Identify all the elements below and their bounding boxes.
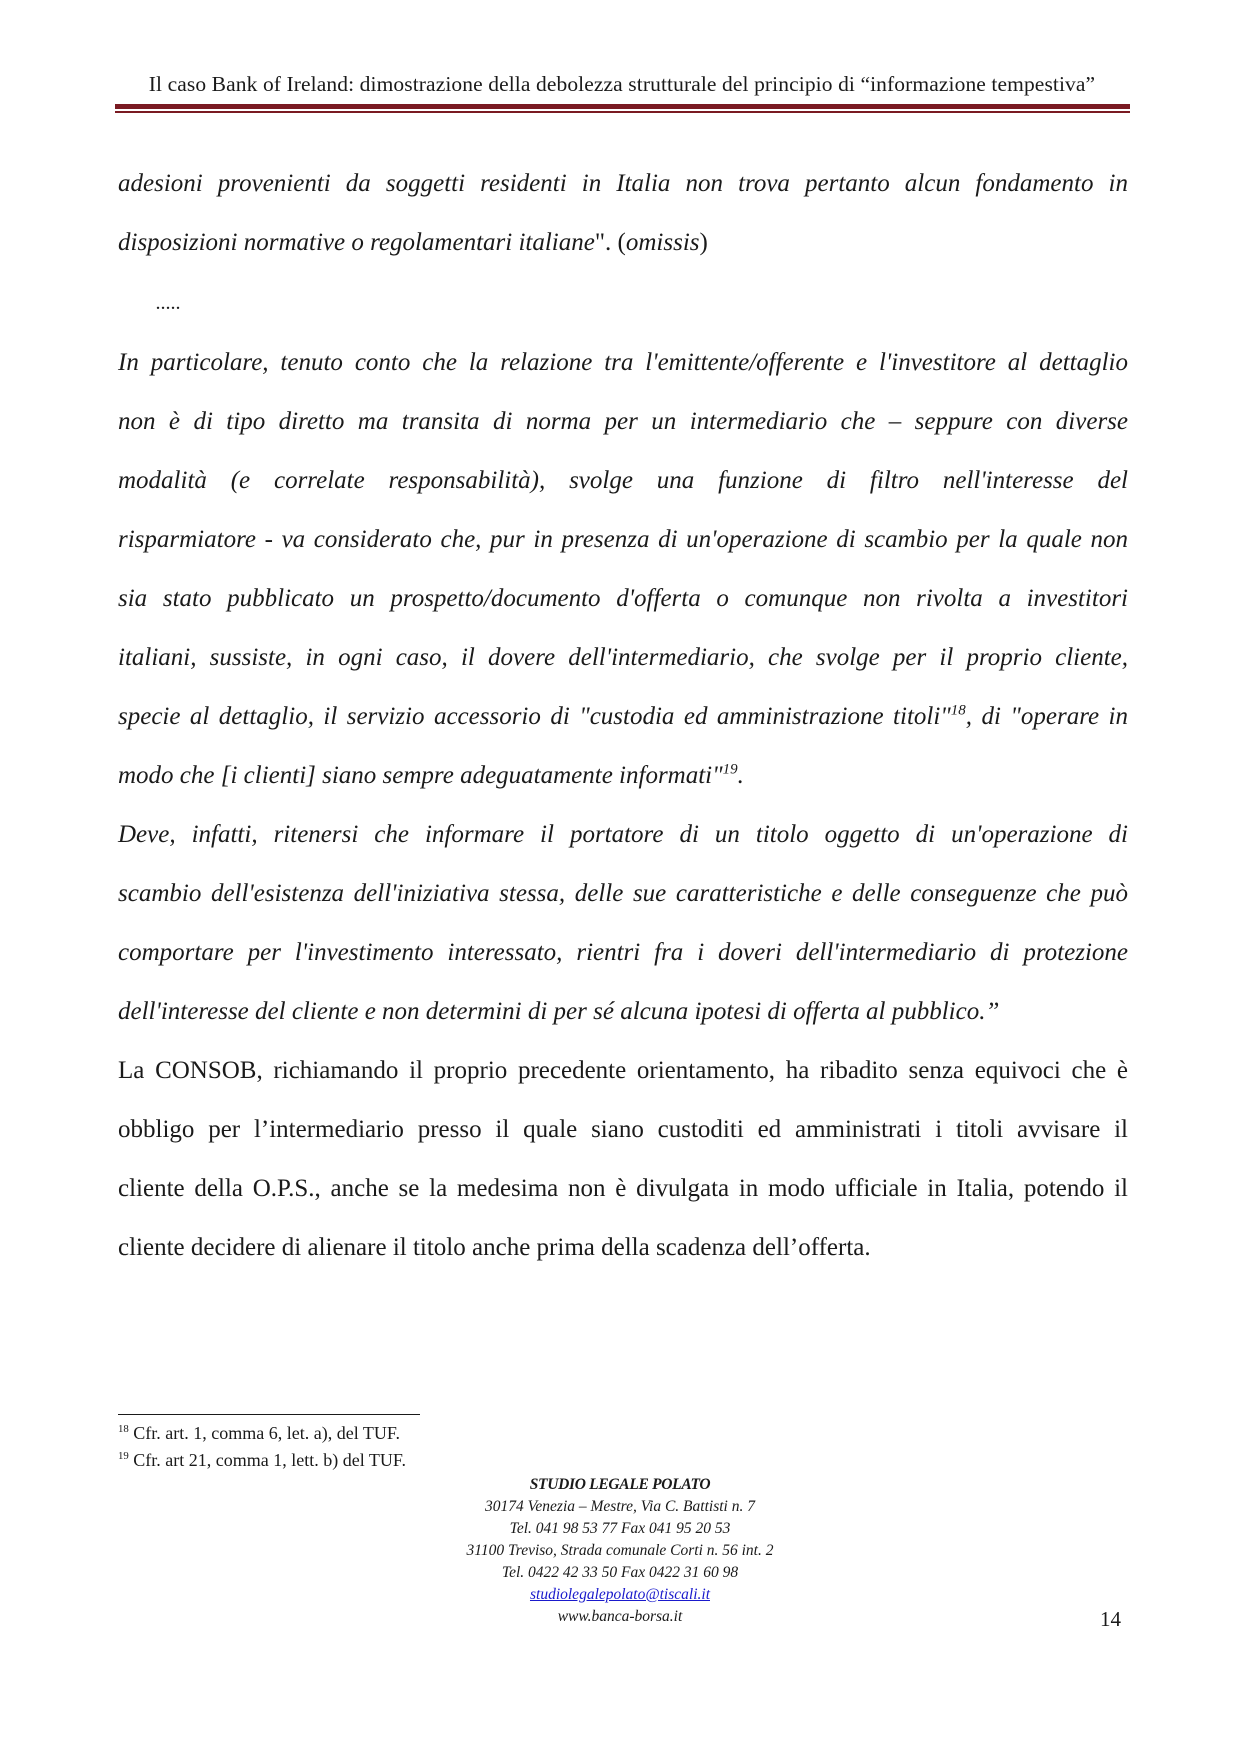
footer-phone-venezia: Tel. 041 98 53 77 Fax 041 95 20 53 <box>509 1520 731 1537</box>
body-line: risparmiatore - va considerato che, pur in presenza di un'operazione di scambio per la quale non <box>118 526 1128 553</box>
footnote-separator <box>118 1414 420 1415</box>
header-rule <box>115 104 1130 109</box>
footnote <box>118 1450 406 1471</box>
running-header-title: Il caso Bank of Ireland: dimostrazione della debolezza strutturale del principio di “informazione tempestiva” <box>148 72 1096 96</box>
body-line: obbligo per l’intermediario presso il quale siano custoditi ed amministrati i titoli avvisare il <box>118 1116 1128 1143</box>
body-line: scambio dell'esistenza dell'iniziativa stessa, delle sue caratteristiche e delle conseguenze che può <box>118 880 1128 907</box>
body-line: comportare per l'investimento interessato, rientri fra i doveri dell'intermediario di protezione <box>118 939 1128 966</box>
footer-phone-treviso: Tel. 0422 42 33 50 Fax 0422 31 60 98 <box>501 1564 739 1581</box>
line-text: modo che [i clienti] siano sempre adeguatamente informati" <box>118 762 723 789</box>
paren-close: ) <box>699 229 708 256</box>
footnote <box>118 1423 400 1444</box>
footer-email-link[interactable]: studiolegalepolato@tiscali.it <box>529 1586 710 1603</box>
footer-firm-name: STUDIO LEGALE POLATO <box>529 1476 711 1493</box>
body-line <box>118 703 1128 731</box>
footnote-number: 18 <box>118 1423 129 1435</box>
footnote-text: Cfr. art 21, comma 1, lett. b) del TUF. <box>128 1450 406 1470</box>
ellipsis: ..... <box>156 292 181 314</box>
body-line: dell'interesse del cliente e non determini di per sé alcuna ipotesi di offerta al pubblico.” <box>118 998 1000 1025</box>
omissis-text: omissis <box>625 229 700 256</box>
body-line: sia stato pubblicato un prospetto/documento d'offerta o comunque non rivolta a investitori <box>118 585 1128 612</box>
header-rule-thin <box>115 111 1130 113</box>
footnote-number: 19 <box>118 1450 129 1462</box>
body-line: italiani, sussiste, in ogni caso, il dovere dell'intermediario, che svolge per il proprio cliente, <box>118 644 1128 671</box>
body-line <box>118 762 1128 790</box>
body-line: cliente della O.P.S., anche se la medesima non è divulgata in modo ufficiale in Italia, potendo il <box>118 1175 1128 1202</box>
footer-email-line <box>320 1586 920 1604</box>
footer-address-venezia: 30174 Venezia – Mestre, Via C. Battisti n. 7 <box>485 1498 755 1515</box>
quote-text: disposizioni normative o regolamentari italiane <box>118 229 595 256</box>
page-number: 14 <box>1100 1607 1121 1631</box>
line-text: specie al dettaglio, il servizio accessorio di "custodia ed amministrazione titoli" <box>118 703 951 730</box>
body-line: Deve, infatti, ritenersi che informare il portatore di un titolo oggetto di un'operazione di <box>118 821 1128 848</box>
body-line: adesioni provenienti da soggetti residenti in Italia non trova pertanto alcun fondamento in <box>118 170 1128 197</box>
line-text: . <box>737 762 744 789</box>
footnote-ref: 18 <box>950 702 966 719</box>
footnote-text: Cfr. art. 1, comma 6, let. a), del TUF. <box>128 1423 400 1443</box>
footnote-ref: 19 <box>722 761 738 778</box>
body-line: cliente decidere di alienare il titolo anche prima della scadenza dell’offerta. <box>118 1234 871 1261</box>
body-line: In particolare, tenuto conto che la relazione tra l'emittente/offerente e l'investitore al dettaglio <box>118 349 1128 376</box>
body-line: non è di tipo diretto ma transita di norma per un intermediario che – seppure con diverse <box>118 408 1128 435</box>
body-line <box>118 229 1128 257</box>
line-text: , di "operare in <box>965 703 1128 730</box>
footer-address-treviso: 31100 Treviso, Strada comunale Corti n. 56 int. 2 <box>466 1542 774 1559</box>
footer-website: www.banca-borsa.it <box>557 1608 683 1625</box>
quote-close: ". ( <box>594 229 626 256</box>
body-line: La CONSOB, richiamando il proprio precedente orientamento, ha ribadito senza equivoci che è <box>118 1057 1128 1084</box>
body-line: modalità (e correlate responsabilità), svolge una funzione di filtro nell'interesse del <box>118 467 1128 494</box>
